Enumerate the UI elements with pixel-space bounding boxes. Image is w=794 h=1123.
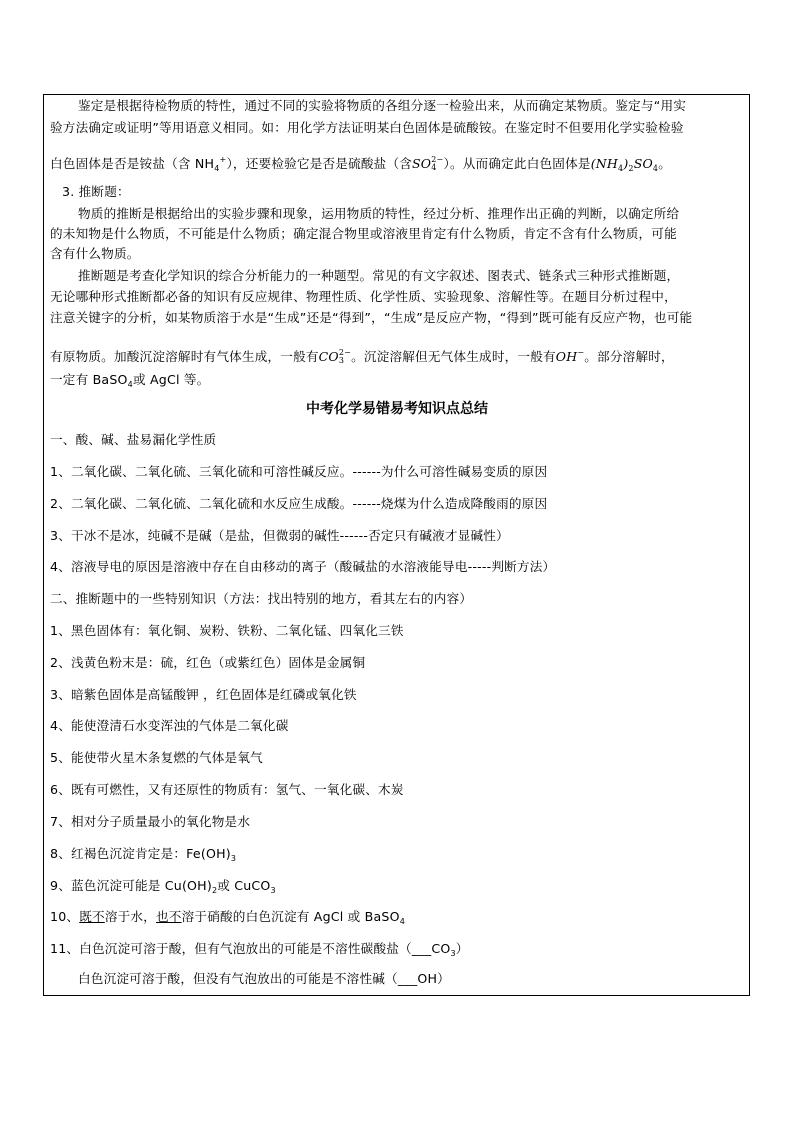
list-item: 5、能使带火星木条复燃的气体是氧气: [50, 750, 263, 765]
sulfate-formula: SO 2− 4: [412, 155, 444, 172]
list-item: 白色沉淀可溶于酸，但没有气泡放出的可能是不溶性碱（___OH）: [78, 971, 450, 986]
intro-line-2: 验方法确定或证明”等用语意义相同。如：用化学方法证明某白色固体是硫酸铵。在鉴定时不但要用化学实验检验: [50, 120, 684, 135]
carbonate-formula: CO 2− 3: [318, 348, 352, 365]
page-title: 中考化学易错易考知识点总结: [306, 401, 488, 417]
ammonium-sulfate-formula: $(NH_4)_2SO_4$: [590, 156, 659, 173]
intro-line-3: 白色固体是否是铵盐（含 $NH_4^+$），还要检验它是否是硫酸盐（含SO 2− 4 ）。从而确定此白色固体是$(NH_4)_2SO_4$。: [50, 155, 672, 173]
infer-p2-line-2: 无论哪种形式推断都必备的知识有反应规律、物理性质、化学性质、实验现象、溶解性等。在题目分析过程中，: [50, 289, 677, 304]
infer-p2-line-4: 有原物质。加酸沉淀溶解时有气体生成，一般有CO 2− 3 。沉淀溶解但无气体生成时，一般有OH−。部分溶解时，: [50, 348, 674, 365]
list-item: 2、二氧化碳、二氧化硫、二氧化硫和水反应生成酸。------烧煤为什么造成降酸雨的原因: [50, 496, 548, 511]
infer-heading: 3. 推断题：: [62, 184, 130, 199]
list-item: 4、溶液导电的原因是溶液中存在自由移动的离子（酸碱盐的水溶液能导电-----判断方法）: [50, 559, 556, 574]
list-item: 8、红褐色沉淀肯定是：$Fe(OH)_3$: [50, 846, 237, 863]
section1-heading: 一、酸、碱、盐易漏化学性质: [50, 432, 217, 447]
intro-line-1: 鉴定是根据待检物质的特性，通过不同的实验将物质的各组分逐一检验出来，从而确定某物质。鉴定与“用实: [78, 98, 687, 113]
infer-p2-line-1: 推断题是考查化学知识的综合分析能力的一种题型。常见的有文字叙述、图表式、链条式三种形式推断题，: [78, 268, 680, 283]
list-item: 4、能使澄清石水变浑浊的气体是二氧化碳: [50, 718, 289, 733]
list-item: 1、黑色固体有：氧化铜、炭粉、铁粉、二氧化锰、四氧化三铁: [50, 623, 404, 638]
list-item: 1、二氧化碳、二氧化硫、三氧化硫和可溶性碱反应。------为什么可溶性碱易变质的原因: [50, 464, 548, 479]
list-item: 11、白色沉淀可溶于酸，但有气泡放出的可能是不溶性碳酸盐$(\_\_\_CO_3)$: [50, 941, 469, 958]
list-item: 7、相对分子质量最小的氧化物是水: [50, 814, 251, 829]
list-item: 9、蓝色沉淀可能是 $Cu(OH)_2$或 CuCO$_3$: [50, 878, 276, 895]
infer-p1-line-1: 物质的推断是根据给出的实验步骤和现象，运用物质的特性，经过分析、推理作出正确的判断，以确定所给: [78, 206, 680, 221]
infer-p1-line-2: 的未知物是什么物质，不可能是什么物质；确定混合物里或溶液里肯定有什么物质，肯定不含有什么物质，可能: [50, 226, 677, 241]
list-item: 3、暗紫色固体是高锰酸钾 ，红色固体是红磷或氧化铁: [50, 687, 357, 702]
list-item: 6、既有可燃性，又有还原性的物质有：氢气、一氧化碳、木炭: [50, 782, 404, 797]
hydroxide-formula: OH−: [555, 348, 585, 364]
infer-p2-line-5: 一定有 BaSO$_4$或 AgCl 等。: [50, 372, 210, 389]
list-item: 10、既不溶于水，也不溶于硝酸的白色沉淀有 AgCl 或 BaSO$_4$: [50, 909, 406, 926]
list-item: 3、干冰不是冰，纯碱不是碱（是盐，但微弱的碱性------否定只有碱液才显碱性）: [50, 528, 509, 543]
section2-heading: 二、推断题中的一些特别知识（方法：找出特别的地方，看其左右的内容）: [50, 591, 473, 606]
infer-p2-line-3: 注意关键字的分析，如某物质溶于水是“生成”还是“得到”，“生成”是反应产物，“得到”既可能有反应产物，也可能: [50, 310, 693, 325]
list-item: 2、浅黄色粉末是：硫，红色（或紫红色）固体是金属铜: [50, 655, 366, 670]
infer-p1-line-3: 含有什么物质。: [50, 246, 140, 261]
